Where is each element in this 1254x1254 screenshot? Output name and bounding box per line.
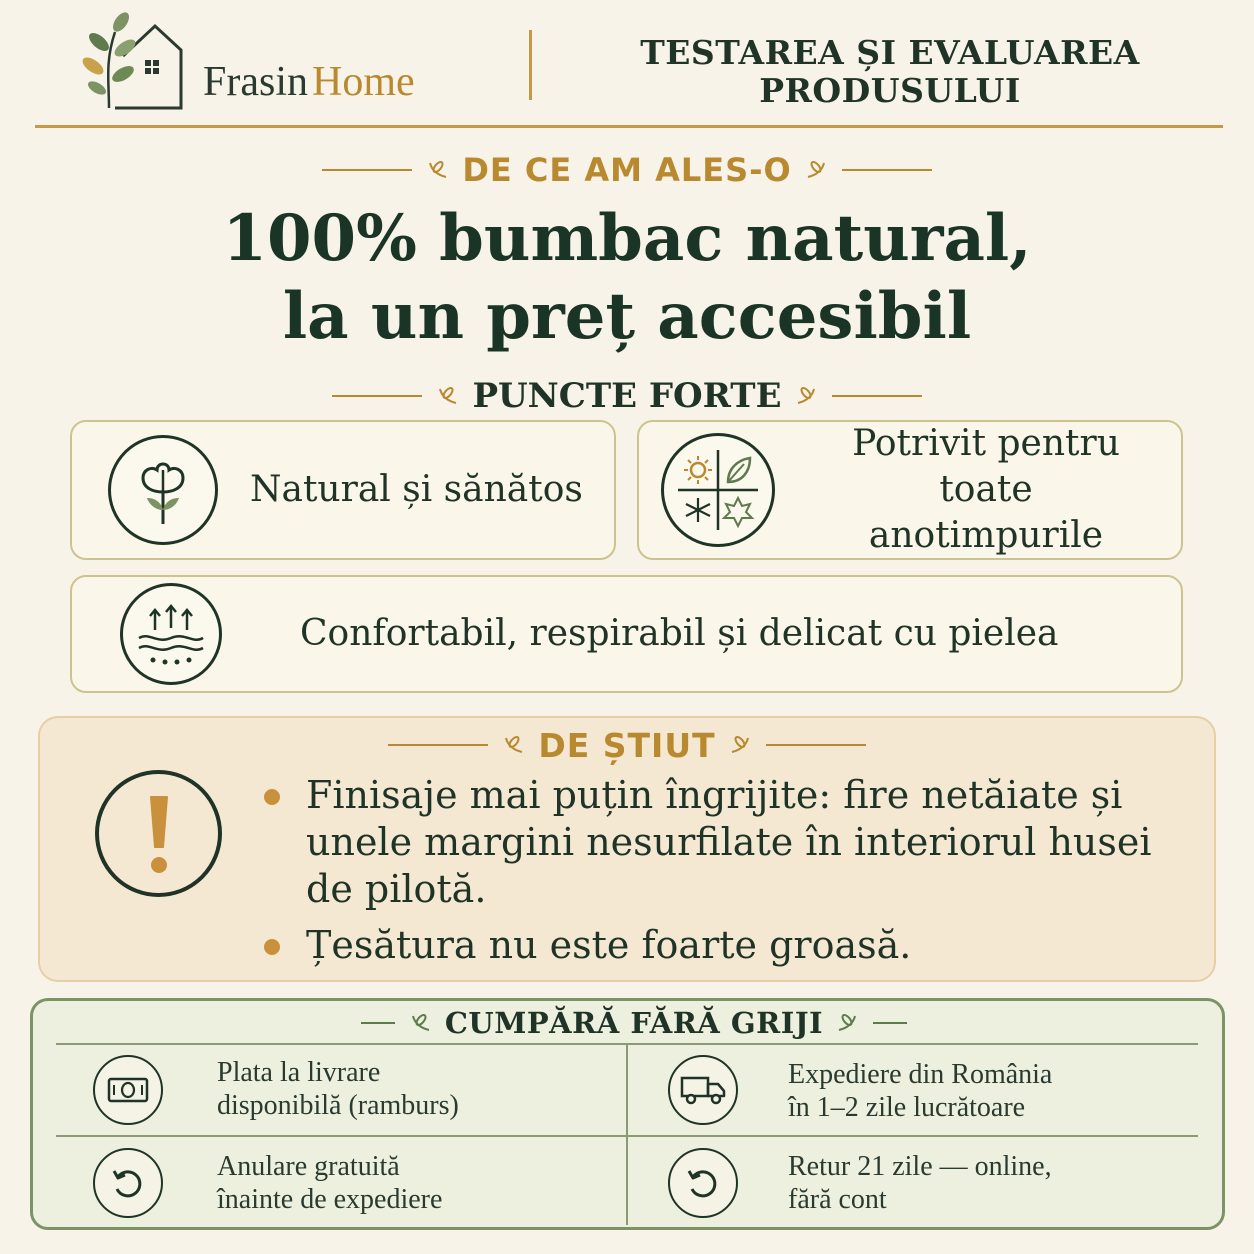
warning-section-heading [0,724,1254,766]
sprig-left-icon [426,159,448,181]
buy-item-cancel-line1: Anulare gratuită [217,1151,400,1182]
brand-logo [75,12,185,112]
return-arrow-icon [668,1148,738,1218]
report-title [620,34,1160,110]
banknote-icon [93,1055,163,1125]
strength-card-natural [70,420,616,560]
buy-item-return-line2: fără cont [788,1184,887,1215]
heading-rule-right [873,1022,907,1024]
heading-rule-right [832,395,922,397]
headline-line1: 100% bumbac natural, [222,201,1032,276]
warning-item-fabric: Țesătura nu este foarte groasă. [262,922,1182,969]
house-leaf-logo-icon [75,12,185,112]
buy-item-cash-on-delivery [217,1056,459,1122]
buy-heading-label: CUMPĂRĂ FĂRĂ GRIJI [444,1006,824,1040]
brand-name [203,58,415,106]
heading-rule-left [322,169,412,171]
strength-label-seasons-line1: Potrivit pentru [852,423,1120,464]
strength-card-seasons [637,420,1183,560]
buy-item-free-cancel [217,1150,442,1216]
four-seasons-icon [661,433,775,547]
sprig-right-icon [837,1012,859,1034]
brand-name-frasin: Frasin [203,59,308,105]
strength-label-comfort: Confortabil, respirabil și delicat cu pielea [300,613,1059,654]
sprig-left-icon [436,385,458,407]
heading-rule-left [361,1022,395,1024]
main-headline [0,200,1254,356]
sprig-right-icon [806,159,828,181]
heading-rule-left [388,744,488,746]
heading-rule-right [766,744,866,746]
report-title-line1: TESTAREA ȘI EVALUAREA [640,33,1140,72]
buy-item-cod-line2: disponibilă (ramburs) [217,1090,459,1121]
strength-label-seasons [821,421,1151,559]
strengths-section-heading [0,374,1254,418]
buy-section-heading [0,1004,1254,1042]
header-rule [35,125,1223,128]
headline-line2: la un preț accesibil [282,279,972,354]
why-section-heading [0,150,1254,190]
heading-rule-left [332,395,422,397]
buy-item-shipping-line2: în 1–2 zile lucrătoare [788,1092,1026,1123]
breathable-fabric-icon [120,583,222,685]
strength-label-seasons-line2: toate anotimpurile [868,469,1104,556]
buy-item-shipping [788,1058,1052,1124]
truck-icon [668,1055,738,1125]
report-title-line2: PRODUSULUI [759,71,1021,110]
header-divider [529,30,532,100]
why-heading-label: DE CE AM ALES-O [462,151,792,189]
sprig-left-icon [409,1012,431,1034]
strength-label-natural: Natural și sănătos [250,469,583,510]
warning-list [262,772,1182,978]
undo-arrow-icon [93,1148,163,1218]
strengths-heading-label: PUNCTE FORTE [472,376,782,416]
sprig-right-icon [796,385,818,407]
cotton-flower-icon [108,435,218,545]
warning-heading-label: DE ȘTIUT [538,725,716,765]
buy-item-return [788,1150,1052,1216]
buy-item-shipping-line1: Expediere din România [788,1059,1053,1090]
brand-name-home: Home [312,59,415,105]
buy-rule-vertical [626,1045,628,1225]
buy-item-cancel-line2: înainte de expediere [217,1184,443,1215]
exclamation-icon [95,770,222,897]
warning-item-finishes: Finisaje mai puțin îngrijite: fire netăiate și unele margini nesurfilate în interiorul husei de pilotă. [262,772,1182,913]
heading-rule-right [842,169,932,171]
sprig-left-icon [502,734,524,756]
buy-item-cod-line1: Plata la livrare [217,1057,381,1088]
sprig-right-icon [730,734,752,756]
strength-card-comfort [70,575,1183,693]
buy-item-return-line1: Retur 21 zile — online, [788,1151,1052,1182]
